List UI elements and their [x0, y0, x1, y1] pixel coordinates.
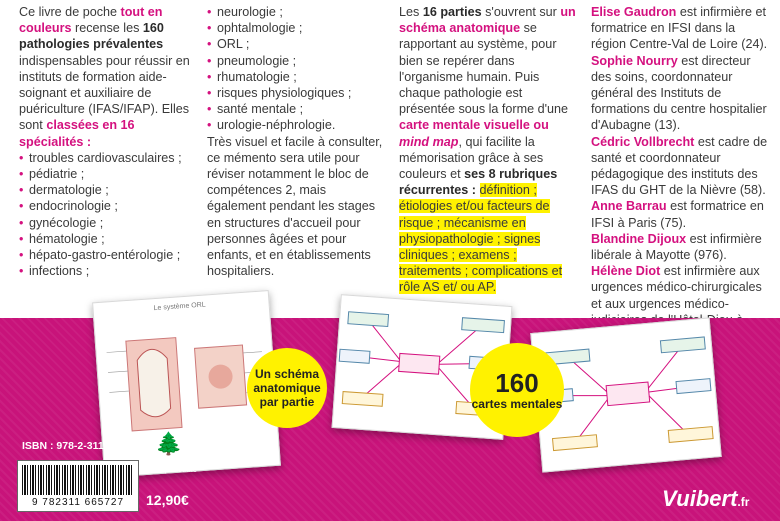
intro-text-c: recense les [71, 21, 140, 36]
author-text: est infirmière libérale à Mayotte (976). [591, 231, 762, 263]
list-item: • neurologie ; [207, 4, 387, 20]
author-bio [591, 231, 769, 263]
list-item: • urologie-néphrologie. [207, 117, 387, 133]
schema-badge [247, 348, 327, 428]
author-text: est infirmière aux urgences médico-chirurgicales et aux urgences médico- [591, 264, 762, 311]
card-title: Le système ORL [153, 301, 206, 313]
rubrics-list: définition ; étiologies et/ou facteurs de risque ; mécanisme en physiopathologie ; signes cliniques ; examens ; traitements ; complications et rôle AS et/ ou AP. [399, 183, 563, 295]
parts-text-c: s'ouvrent sur [481, 5, 557, 19]
schema-badge-text: Un schéma anatomique par partie [253, 367, 321, 409]
list-item: • endocrinologie ; [19, 198, 197, 214]
parts-text-a: Les [399, 5, 423, 19]
list-item: • ORL ; [207, 36, 387, 52]
list-item: • dermatologie ; [19, 182, 197, 198]
author-name: Cédric Vollbrecht [591, 134, 695, 149]
parts-text-h: , qui facilite la mémorisation grâce à ses couleurs et [399, 134, 544, 182]
column-specialties [207, 4, 387, 279]
parts-count: 16 parties [422, 5, 482, 19]
list-item: • troubles cardiovasculaires ; [19, 150, 197, 166]
list-item: • rhumatologie ; [207, 69, 387, 85]
mind-map-count-label: cartes mentales [471, 397, 563, 411]
mind-map-count-badge [470, 343, 564, 437]
author-name: Hélène Diot [591, 264, 661, 279]
parts-text-e: se rapportant au système, pour bien se repérer dans l'organisme humain. Puis chaque pathologie est présentée sous la forme d'une [399, 21, 569, 117]
price: 12,90€ [146, 492, 189, 508]
author-bio [591, 198, 769, 230]
publisher-logo [662, 486, 749, 512]
publisher-suffix: .fr [737, 495, 750, 509]
list-item: • hépato-gastro-entérologie ; [19, 247, 197, 263]
author-text: est infirmière et formatrice en IFSI dans la région Centre-Val de Loire (24). [591, 5, 768, 52]
list-item: • risques physiologiques ; [207, 85, 387, 101]
list-item: • infections ; [19, 263, 197, 279]
isbn: ISBN : 978-2-311-66572-7 [22, 440, 146, 452]
column-authors [591, 4, 769, 344]
author-name: Blandine Dijoux [591, 231, 687, 246]
list-item: • pneumologie ; [207, 53, 387, 69]
specialty-list-2 [207, 4, 387, 134]
list-item: • santé mentale ; [207, 101, 387, 117]
column-structure [399, 4, 579, 296]
author-name: Anne Barrau [591, 199, 667, 214]
list-item: • hématologie ; [19, 231, 197, 247]
author-name: Sophie Nourry [591, 53, 678, 68]
list-item: • ophtalmologie ; [207, 20, 387, 36]
classed-text: Elles sont [19, 102, 190, 133]
usage-text: Très visuel et facile à consulter, ce mémento sera utile pour réviser notamment le bloc de compétences 2, mais également pendant les stages en structures d'accueil pour personnes âgées et pour enfants, et en établissements hospitaliers. [207, 134, 383, 279]
author-text: est formatrice en IFSI à Paris (75). [591, 199, 764, 230]
intro-text-d: indispensables pour réussir en instituts de formation aide-soignant et auxiliaire de puériculture (IFAS/IFAP). [19, 53, 190, 117]
mind-map-count: 160 [495, 368, 539, 398]
rubrics-title: ses 8 rubriques récurrentes : [399, 167, 558, 198]
barcode [22, 465, 132, 495]
list-item: • pédiatrie ; [19, 166, 197, 182]
pathology-count: 160 pathologies prévalentes [19, 21, 164, 52]
list-item: • gynécologie ; [19, 215, 197, 231]
author-bio [591, 53, 769, 134]
mindmap-italic: mind map [399, 134, 459, 149]
classed-highlight: classées en 16 spécialités : [19, 118, 135, 149]
author-text: est cadre de santé et coordonnateur pédagogique des instituts des IFAS du GHT de la Nièvre (58). [591, 134, 768, 198]
eco-label-text: livre écoresponsable [140, 456, 198, 474]
barcode-digits: 9 782311 665727 [31, 497, 125, 508]
author-bio [591, 4, 769, 53]
tree-icon: 🌲 [155, 431, 183, 456]
author-text: est directeur des soins, coordonnateur général des Instituts de formations du centre hospitalier d'Aubagne (13). [591, 53, 767, 133]
intro-highlight: tout en couleurs [19, 5, 163, 36]
author-name: Elise Gaudron [591, 5, 677, 19]
mindmap-highlight: carte mentale visuelle ou [399, 118, 549, 133]
column-intro [19, 4, 197, 279]
specialty-list-1 [19, 150, 197, 280]
schema-highlight: un schéma anatomique [399, 5, 576, 36]
intro-text-a: Ce livre de poche [19, 5, 121, 19]
publisher-name: Vuibert [662, 486, 738, 511]
author-bio [591, 134, 769, 199]
